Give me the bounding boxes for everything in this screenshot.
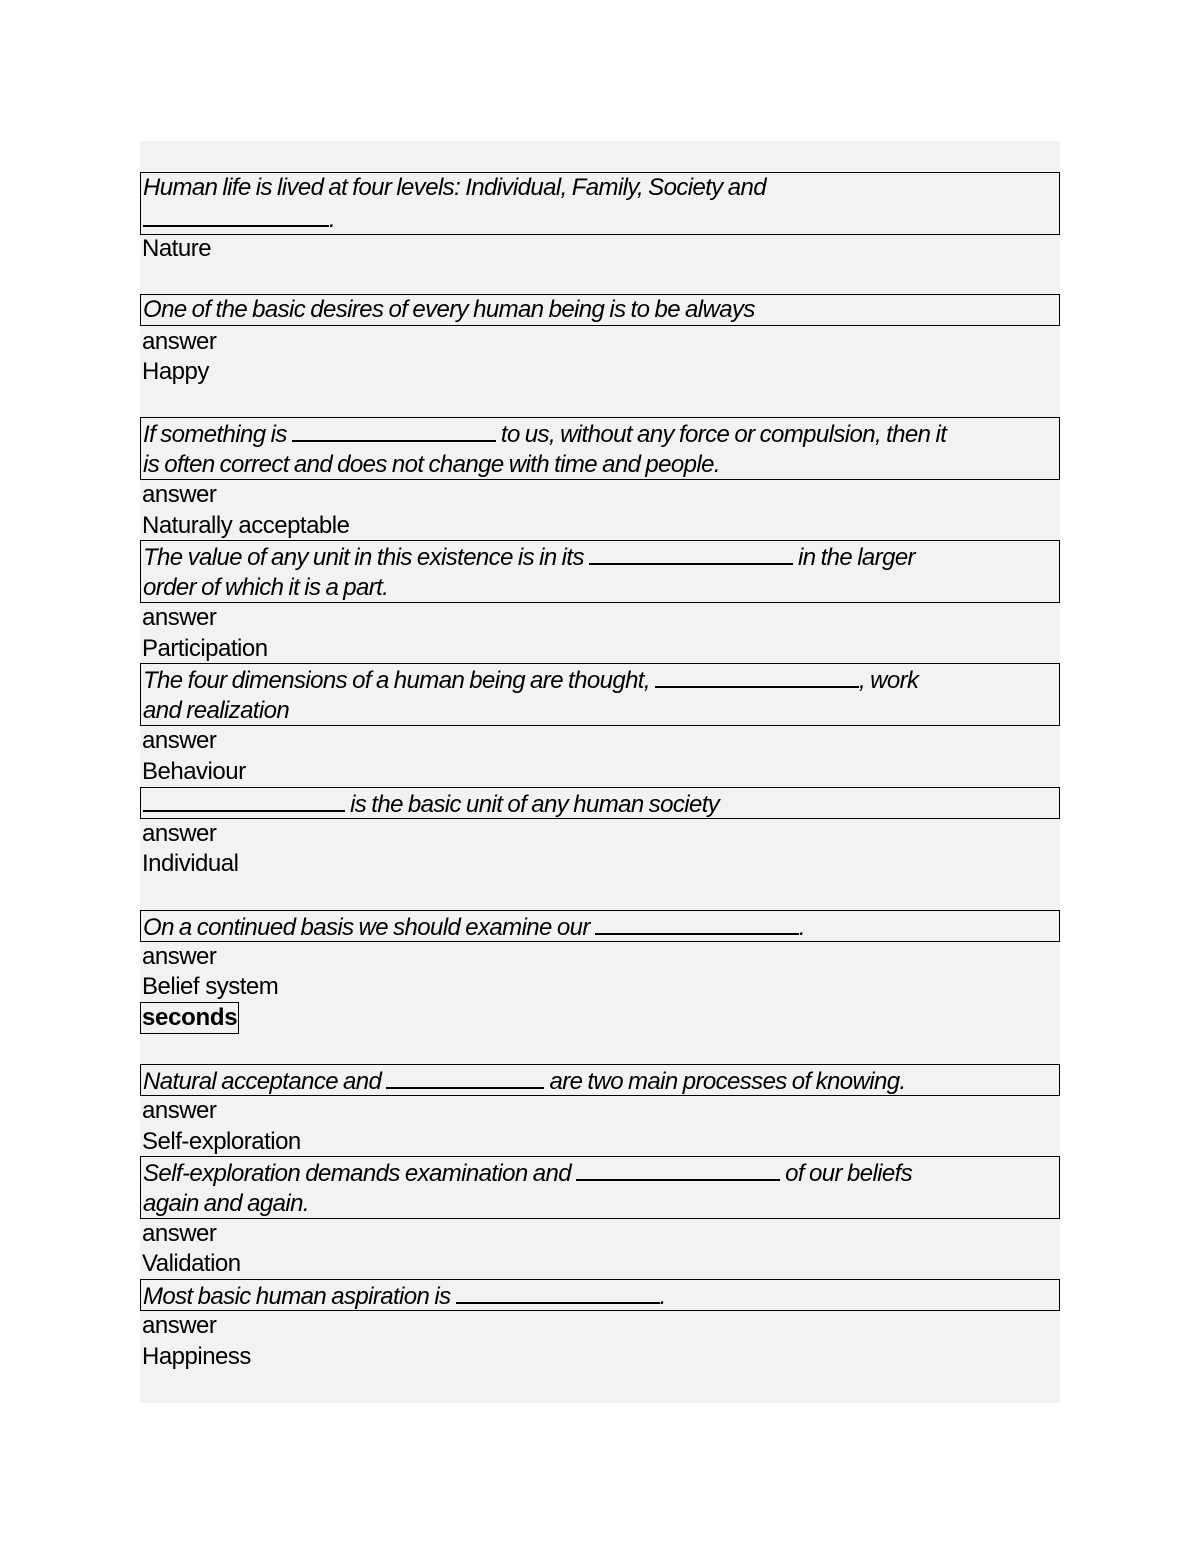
seconds-label: seconds <box>140 1002 239 1034</box>
question-text: One of the basic desires of every human being is to be always <box>143 296 755 323</box>
answer-text: Naturally acceptable <box>142 512 350 539</box>
answer-text: Behaviour <box>142 758 246 785</box>
question-text: and realization <box>143 697 290 724</box>
answer-text: Happiness <box>142 1343 251 1370</box>
answer-blank <box>576 1157 780 1181</box>
question-box <box>140 1064 1060 1096</box>
answer-text: Happy <box>142 358 209 385</box>
answer-label: answer <box>142 820 217 847</box>
answer-blank <box>595 911 799 935</box>
question-text: is often correct and does not change with time and people. <box>143 451 720 478</box>
question-text: is the basic unit of any human society <box>143 788 1059 820</box>
answer-label: answer <box>142 481 217 508</box>
answer-blank <box>386 1065 544 1089</box>
question-text: Natural acceptance and are two main processes of knowing. <box>143 1065 1059 1097</box>
worksheet <box>140 141 1060 1403</box>
answer-blank <box>143 203 329 227</box>
question-box <box>140 910 1060 942</box>
answer-blank <box>143 788 345 812</box>
answer-label: answer <box>142 328 217 355</box>
question-box <box>140 1279 1060 1311</box>
question-text: The value of any unit in this existence is in its in the larger <box>143 541 1059 573</box>
question-box <box>140 172 1060 235</box>
question-text: Most basic human aspiration is . <box>143 1280 1059 1312</box>
answer-blank <box>655 664 859 688</box>
question-box <box>140 787 1060 819</box>
answer-blank <box>589 541 793 565</box>
answer-text: Participation <box>142 635 268 662</box>
answer-label: answer <box>142 727 217 754</box>
answer-label: answer <box>142 1312 217 1339</box>
question-text: again and again. <box>143 1190 309 1217</box>
question-text: If something is to us, without any force or compulsion, then it <box>143 418 1059 450</box>
answer-label: answer <box>142 1220 217 1247</box>
answer-text: Nature <box>142 235 212 262</box>
answer-label: answer <box>142 1097 217 1124</box>
question-box <box>140 1156 1060 1219</box>
question-text: Human life is lived at four levels: Individual, Family, Society and <box>143 174 766 201</box>
answer-text: Individual <box>142 850 239 877</box>
answer-text: Belief system <box>142 973 279 1000</box>
answer-blank <box>456 1280 660 1304</box>
question-text: . <box>143 203 1059 235</box>
question-box <box>140 417 1060 480</box>
answer-text: Validation <box>142 1250 241 1277</box>
question-box <box>140 294 1060 326</box>
answer-text: Self-exploration <box>142 1128 301 1155</box>
question-text: The four dimensions of a human being are thought, , work <box>143 664 1059 696</box>
answer-blank <box>292 418 496 442</box>
question-box <box>140 663 1060 726</box>
answer-label: answer <box>142 943 217 970</box>
question-box <box>140 540 1060 603</box>
question-text: On a continued basis we should examine our . <box>143 911 1059 943</box>
question-text: order of which it is a part. <box>143 574 389 601</box>
question-text: Self-exploration demands examination and of our beliefs <box>143 1157 1059 1189</box>
answer-label: answer <box>142 604 217 631</box>
